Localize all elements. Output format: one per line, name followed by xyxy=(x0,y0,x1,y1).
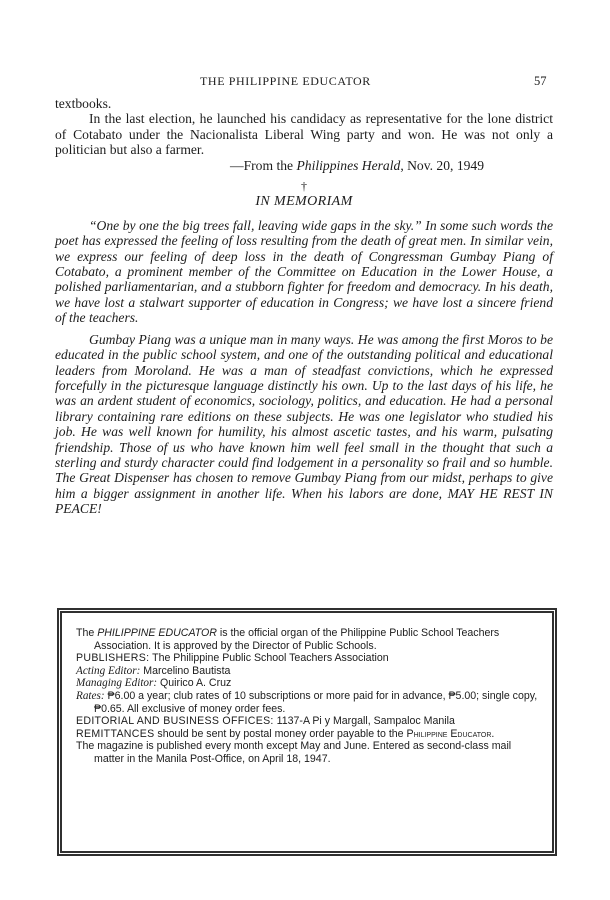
masthead-notice-box xyxy=(57,608,557,856)
notice-publishers: PUBLISHERS: The Philippine Public School Teachers Association xyxy=(76,652,389,665)
article-end xyxy=(55,96,553,517)
source-date: , Nov. 20, 1949 xyxy=(400,157,485,173)
notice-schedule: The magazine is published every month except May and June. Entered as second-class mail matter in the Manila Post-Office, on April 18, 1947. xyxy=(76,740,512,765)
notice-remittances: REMITTANCES should be sent by postal money order payable to the Philippine Educator. xyxy=(76,727,495,740)
notice-rates: Rates: ₱6.00 a year; club rates of 10 subscriptions or more paid for in advance, ₱5.00; single copy, ₱0.65. All exclusive of money order fees. xyxy=(76,689,538,715)
dagger-separator: † xyxy=(301,179,307,194)
article-paragraph: In the last election, he launched his candidacy as representative for the lone district of Cotabato under the Nacionalista Liberal Wing party and won. He was not only a politician but also a farmer. xyxy=(55,111,553,158)
notice-offices: EDITORIAL AND BUSINESS OFFICES: 1137-A Pi y Margall, Sampaloc Manila xyxy=(76,715,455,728)
source-citation xyxy=(55,158,553,173)
notice-acting-editor: Acting Editor: Marcelino Bautista xyxy=(76,664,231,677)
notice-organ: The PHILIPPINE EDUCATOR is the official organ of the Philippine Public School Teachers Association. It is approved by the Director of Public Schools. xyxy=(76,627,500,652)
source-publication: Philippines Herald xyxy=(296,157,401,173)
page-number: 57 xyxy=(534,74,547,88)
notice-organ-name: PHILIPPINE EDUCATOR xyxy=(97,627,217,639)
memoriam-paragraph-1: “One by one the big trees fall, leaving wide gaps in the sky.” In some such words the poet has expressed the feeling of loss resulting from the death of great men. In similar vein, we express our feeling of deep loss in the death of Congressman Gumbay Piang of Cotabato, a prominent member of the Committee on Education in the Lower House, a polished parliamentarian, and a stubborn fighter for freedom and democracy. In his death, we have lost a stalwart supporter of education in Congress; we have lost a sincere friend of the teachers. xyxy=(55,217,553,326)
article-fragment: textbooks. xyxy=(55,96,112,111)
running-head: THE PHILIPPINE EDUCATOR xyxy=(200,74,371,88)
source-prefix: —From the xyxy=(230,157,297,173)
notice-managing-editor: Managing Editor: Quirico A. Cruz xyxy=(76,677,232,690)
memoriam-paragraph-2: Gumbay Piang was a unique man in many ways. He was among the first Moros to be educated in the public school system, and one of the outstanding political and educational leaders from Moroland. He was a man of steadfast convictions, which he expressed forcefully in the picturesque language distinctly his own. Up to the last days of his life, he was an ardent student of economics, sociology, politics, and education. He had a personal library containing rare editions on these subjects. He was one legislator who studied his job. He was well known for humility, his almost ascetic tastes, and his warm, pulsating friendship. Those of us who have known him well feel small in the thought that such a sterling and sturdy character could find lodgement in a personality so frail and so humble. The Great Dispenser has chosen to remove Gumbay Piang from our midst, perhaps to give him a bigger assignment in another life. When his labors are done, MAY HE REST IN PEACE! xyxy=(55,331,553,517)
memoriam-title: IN MEMORIAM xyxy=(255,194,353,210)
